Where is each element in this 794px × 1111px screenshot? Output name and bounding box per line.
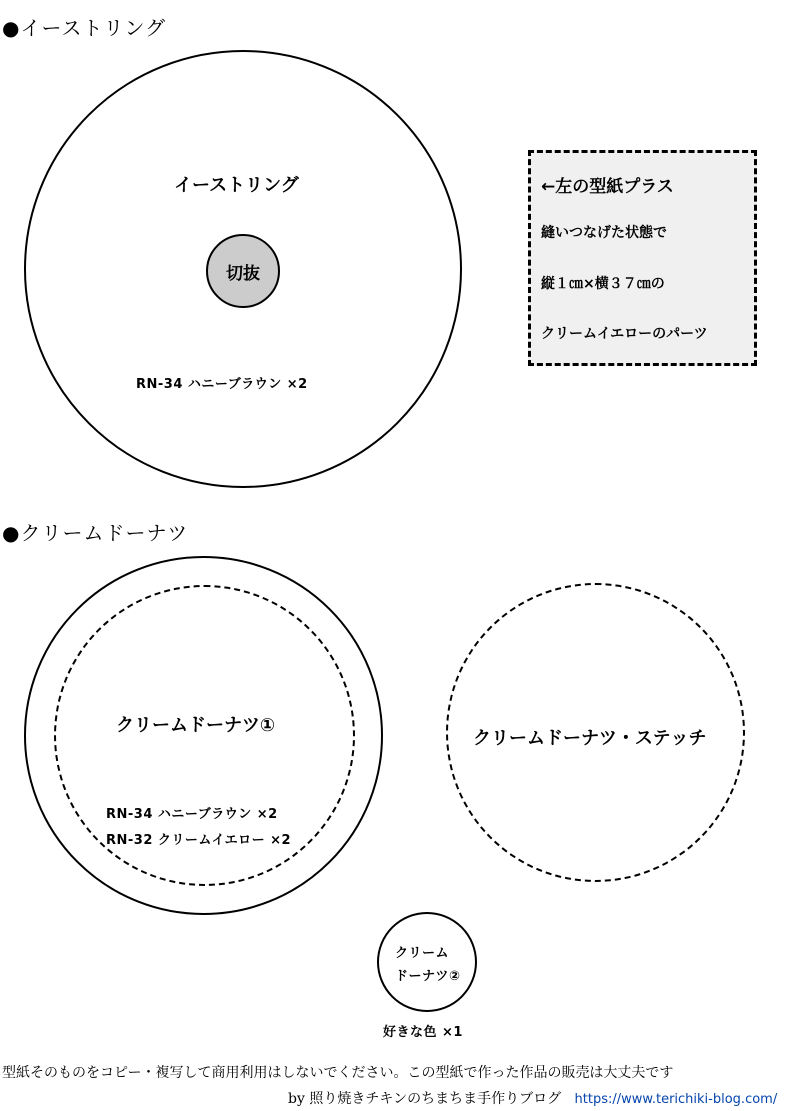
note-line-1: ←左の型紙プラス: [541, 177, 674, 197]
cut-out-label: 切抜: [226, 263, 260, 284]
footer-notice: 型紙そのものをコピー・複写して商用利用はしないでください。この型紙で作った作品の販売は大丈夫です: [2, 1065, 674, 1081]
footer-credit-row: [288, 1088, 777, 1108]
note-box: [528, 150, 757, 366]
note-line-2: 縫いつなげた状態で: [541, 225, 667, 241]
footer-credit: by 照り焼きチキンのちまちま手作りブログ: [288, 1091, 562, 1107]
cream-donut-2-circle: [377, 912, 477, 1012]
note-line-3: 縦１㎝×横３７㎝の: [541, 276, 665, 292]
cream-donut-1-label: クリームドーナツ①: [116, 715, 276, 736]
cream-donut-2-yarn-line: 好きな色 ×1: [383, 1025, 463, 1040]
cream-donut-2-label-line-2: ドーナツ②: [395, 969, 461, 984]
cream-donut-2-label-line-1: クリーム: [395, 946, 450, 961]
cream-donut-stitch-label: クリームドーナツ・ステッチ: [473, 728, 707, 749]
section-heading-cream-donut: ●クリームドーナツ: [2, 521, 189, 545]
footer-url-link[interactable]: https://www.terichiki-blog.com/: [574, 1092, 778, 1107]
easy-string-yarn-line: RN-34 ハニーブラウン ×2: [136, 377, 308, 392]
easy-string-label: イーストリング: [174, 175, 299, 196]
note-line-4: クリームイエローのパーツ: [541, 326, 708, 342]
cut-out-hole: [206, 234, 280, 308]
cream-donut-1-yarn-line-1: RN-34 ハニーブラウン ×2: [106, 807, 278, 822]
cream-donut-1-yarn-line-2: RN-32 クリームイエロー ×2: [106, 833, 292, 848]
section-heading-easy-string: ●イーストリング: [2, 16, 167, 40]
